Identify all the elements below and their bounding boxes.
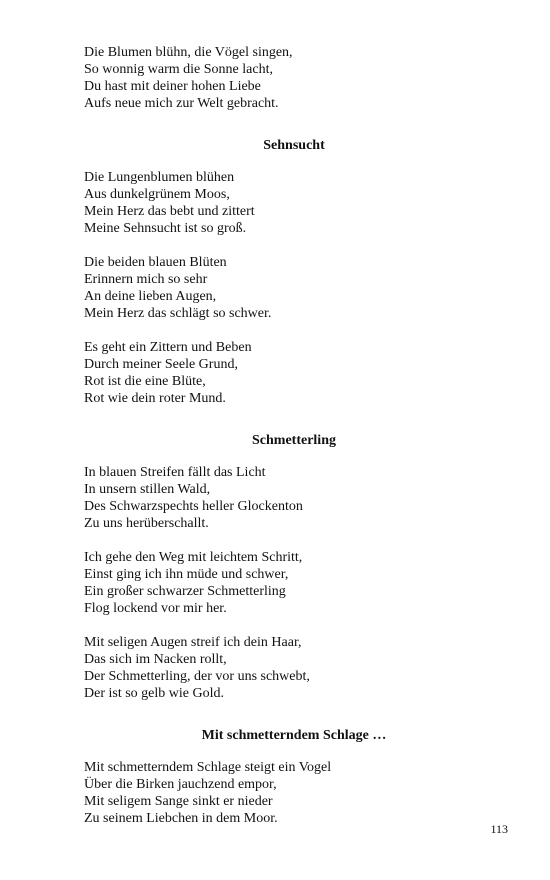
verse-line: Ein großer schwarzer Schmetterling <box>84 584 286 599</box>
verse-line: Mein Herz das bebt und zittert <box>84 204 255 219</box>
verse-line: Über die Birken jauchzend empor, <box>84 777 277 792</box>
verse-line: Zu seinem Liebchen in dem Moor. <box>84 811 278 826</box>
verse-line: Zu uns herüberschallt. <box>84 516 209 531</box>
verse-line: So wonnig warm die Sonne lacht, <box>84 62 273 77</box>
verse-line: Rot wie dein roter Mund. <box>84 391 226 406</box>
verse-line: Der ist so gelb wie Gold. <box>84 686 224 701</box>
verse-line: Erinnern mich so sehr <box>84 272 208 287</box>
verse-line: Es geht ein Zittern und Beben <box>84 340 252 355</box>
verse-line: Meine Sehnsucht ist so groß. <box>84 221 247 236</box>
verse-line: Das sich im Nacken rollt, <box>84 652 227 667</box>
poem-continuation <box>84 44 504 112</box>
verse-line: Mit seligem Sange sinkt er nieder <box>84 794 273 809</box>
poem-sehnsucht <box>84 137 504 407</box>
verse-line: Du hast mit deiner hohen Liebe <box>84 79 261 94</box>
verse-line: Rot ist die eine Blüte, <box>84 374 206 389</box>
verse-line: An deine lieben Augen, <box>84 289 217 304</box>
verse-line: Flog lockend vor mir her. <box>84 601 227 616</box>
poem-schmetterling <box>84 432 504 702</box>
verse-line: Einst ging ich ihn müde und schwer, <box>84 567 289 582</box>
stanza <box>84 44 504 112</box>
verse-line: Aufs neue mich zur Welt gebracht. <box>84 96 279 111</box>
verse-line: Durch meiner Seele Grund, <box>84 357 238 372</box>
page-number: 113 <box>490 822 508 836</box>
poem-title: Sehnsucht <box>263 138 325 153</box>
stanza <box>84 549 504 617</box>
verse-line: Des Schwarzspechts heller Glockenton <box>84 499 303 514</box>
stanza <box>84 169 504 237</box>
verse-line: Mit schmetterndem Schlage steigt ein Vogel <box>84 760 332 775</box>
poem-title: Mit schmetterndem Schlage … <box>201 728 387 743</box>
stanza <box>84 634 504 702</box>
verse-line: Der Schmetterling, der vor uns schwebt, <box>84 669 310 684</box>
verse-line: In unsern stillen Wald, <box>84 482 211 497</box>
stanza <box>84 254 504 322</box>
stanza <box>84 759 504 827</box>
verse-line: In blauen Streifen fällt das Licht <box>84 465 266 480</box>
stanza <box>84 339 504 407</box>
verse-line: Die Lungenblumen blühen <box>84 170 235 185</box>
poem-title: Schmetterling <box>252 433 336 448</box>
verse-line: Die beiden blauen Blüten <box>84 255 227 270</box>
poem-mit-schmetterndem-schlage <box>84 727 504 827</box>
verse-line: Die Blumen blühn, die Vögel singen, <box>84 45 293 60</box>
verse-line: Ich gehe den Weg mit leichtem Schritt, <box>84 550 303 565</box>
page-body <box>84 44 504 852</box>
verse-line: Aus dunkelgrünem Moos, <box>84 187 230 202</box>
verse-line: Mit seligen Augen streif ich dein Haar, <box>84 635 302 650</box>
verse-line: Mein Herz das schlägt so schwer. <box>84 306 272 321</box>
stanza <box>84 464 504 532</box>
